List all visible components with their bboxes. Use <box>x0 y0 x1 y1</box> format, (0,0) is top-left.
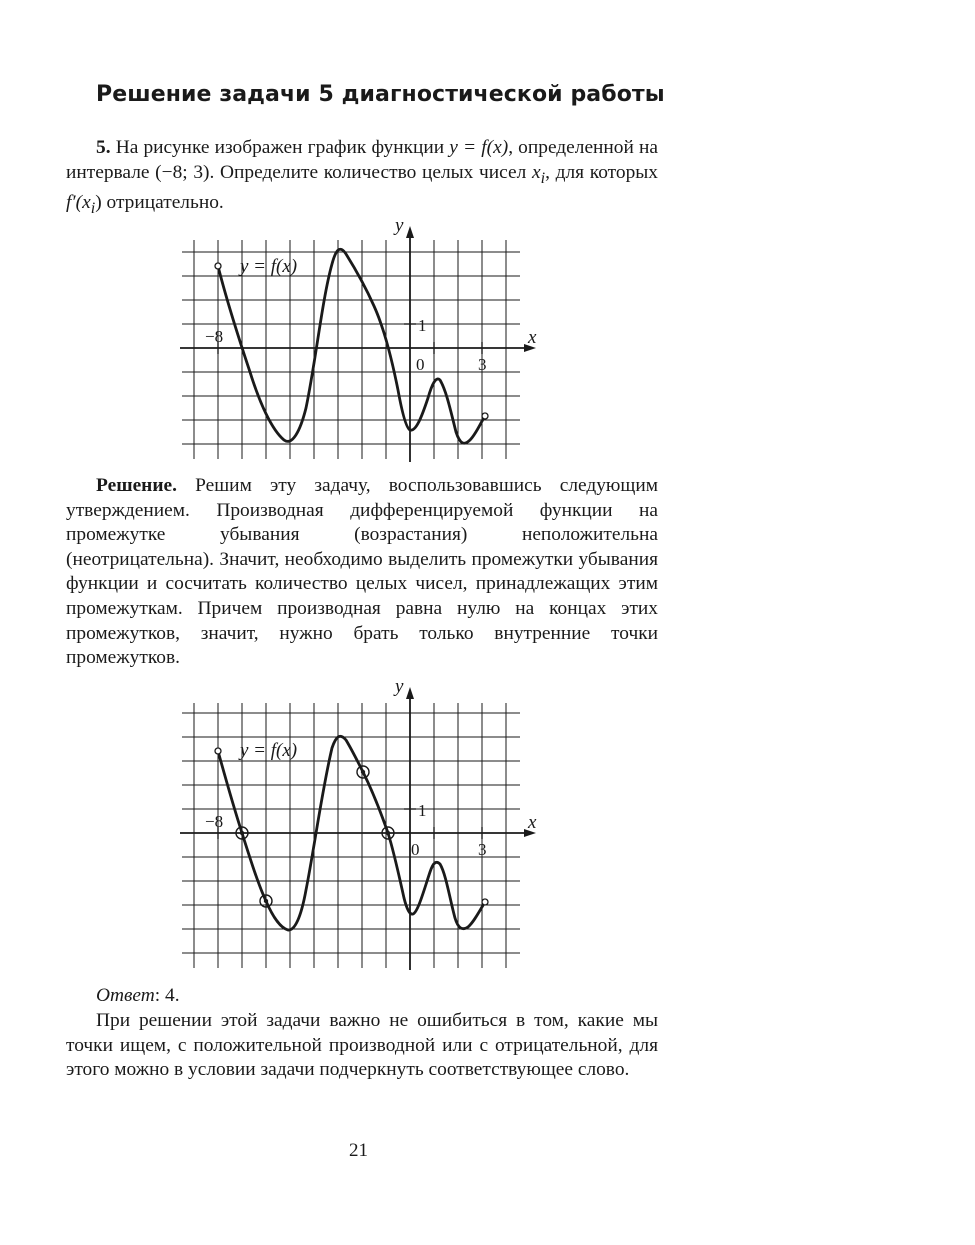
problem-var-x: x <box>532 161 541 183</box>
graph2-origin-label: 0 <box>411 840 420 859</box>
problem-var-index: i <box>540 169 546 187</box>
problem-derivative: f′(x <box>66 192 91 214</box>
problem-text-1: На рисунке изображен график функции <box>110 137 450 158</box>
graph1-x-axis-label: x <box>528 327 537 348</box>
graph2-open-endpoint-right <box>482 899 488 905</box>
graph2-grid <box>182 703 520 968</box>
graph1-tick-minus8: −8 <box>205 327 224 346</box>
graph2-tick-three: 3 <box>478 840 487 859</box>
problem-number: 5. <box>96 137 111 158</box>
graph1-function-label: y = f(x) <box>240 256 298 277</box>
graph2-x-axis-label: x <box>528 812 537 833</box>
answer-label: Ответ <box>96 985 155 1006</box>
graph1-tick-one: 1 <box>418 316 427 335</box>
page-heading: Решение задачи 5 диагностической работы <box>96 82 665 107</box>
problem-derivative-close: ) <box>95 192 102 214</box>
graph1-tick-three: 3 <box>478 355 487 374</box>
graph1-origin-label: 0 <box>416 355 425 374</box>
graph2-function-label: y = f(x) <box>240 740 298 761</box>
graph2-open-endpoint-left <box>215 748 221 754</box>
remark-text: При решении этой задачи важно не ошибиться в том, какие мы точки ищем, с положительной производной или с отрицательной, для этого можно в условии задачи подчеркнуть соответствующее слово. <box>66 1010 658 1081</box>
problem-text-2: , определенной на интервале (−8; 3). Определите количество целых чисел <box>66 137 659 183</box>
answer-line <box>66 984 658 1009</box>
graph2-y-axis-label: y <box>395 676 404 697</box>
graph2-axes <box>180 687 536 970</box>
solution-text: Решим эту задачу, воспользовавшись следующим утверждением. Производная дифференцируемой функции на промежутке убывания (возрастания) неположительна (неотрицательна). Значит, необходимо выделить промежутки убывания функции и сосчитать количество целых чисел, принадлежащих этим промежуткам. Причем производная равна нулю на концах этих промежутков, значит, нужно брать только внутренние точки промежутков. <box>66 475 658 669</box>
problem-derivative-index: i <box>90 199 96 217</box>
graph1-y-axis-label: y <box>395 215 404 236</box>
answer-value: : 4. <box>154 985 180 1006</box>
problem-function: y = f(x) <box>449 137 509 158</box>
problem-text-3: , для которых <box>545 161 658 183</box>
graph2-tick-one: 1 <box>418 801 427 820</box>
solution-label: Решение. <box>96 475 177 496</box>
page-number: 21 <box>349 1140 368 1161</box>
graph2-tick-minus8: −8 <box>205 812 224 831</box>
problem-text-4: отрицательно. <box>101 192 224 214</box>
remark-paragraph <box>66 1009 658 1083</box>
